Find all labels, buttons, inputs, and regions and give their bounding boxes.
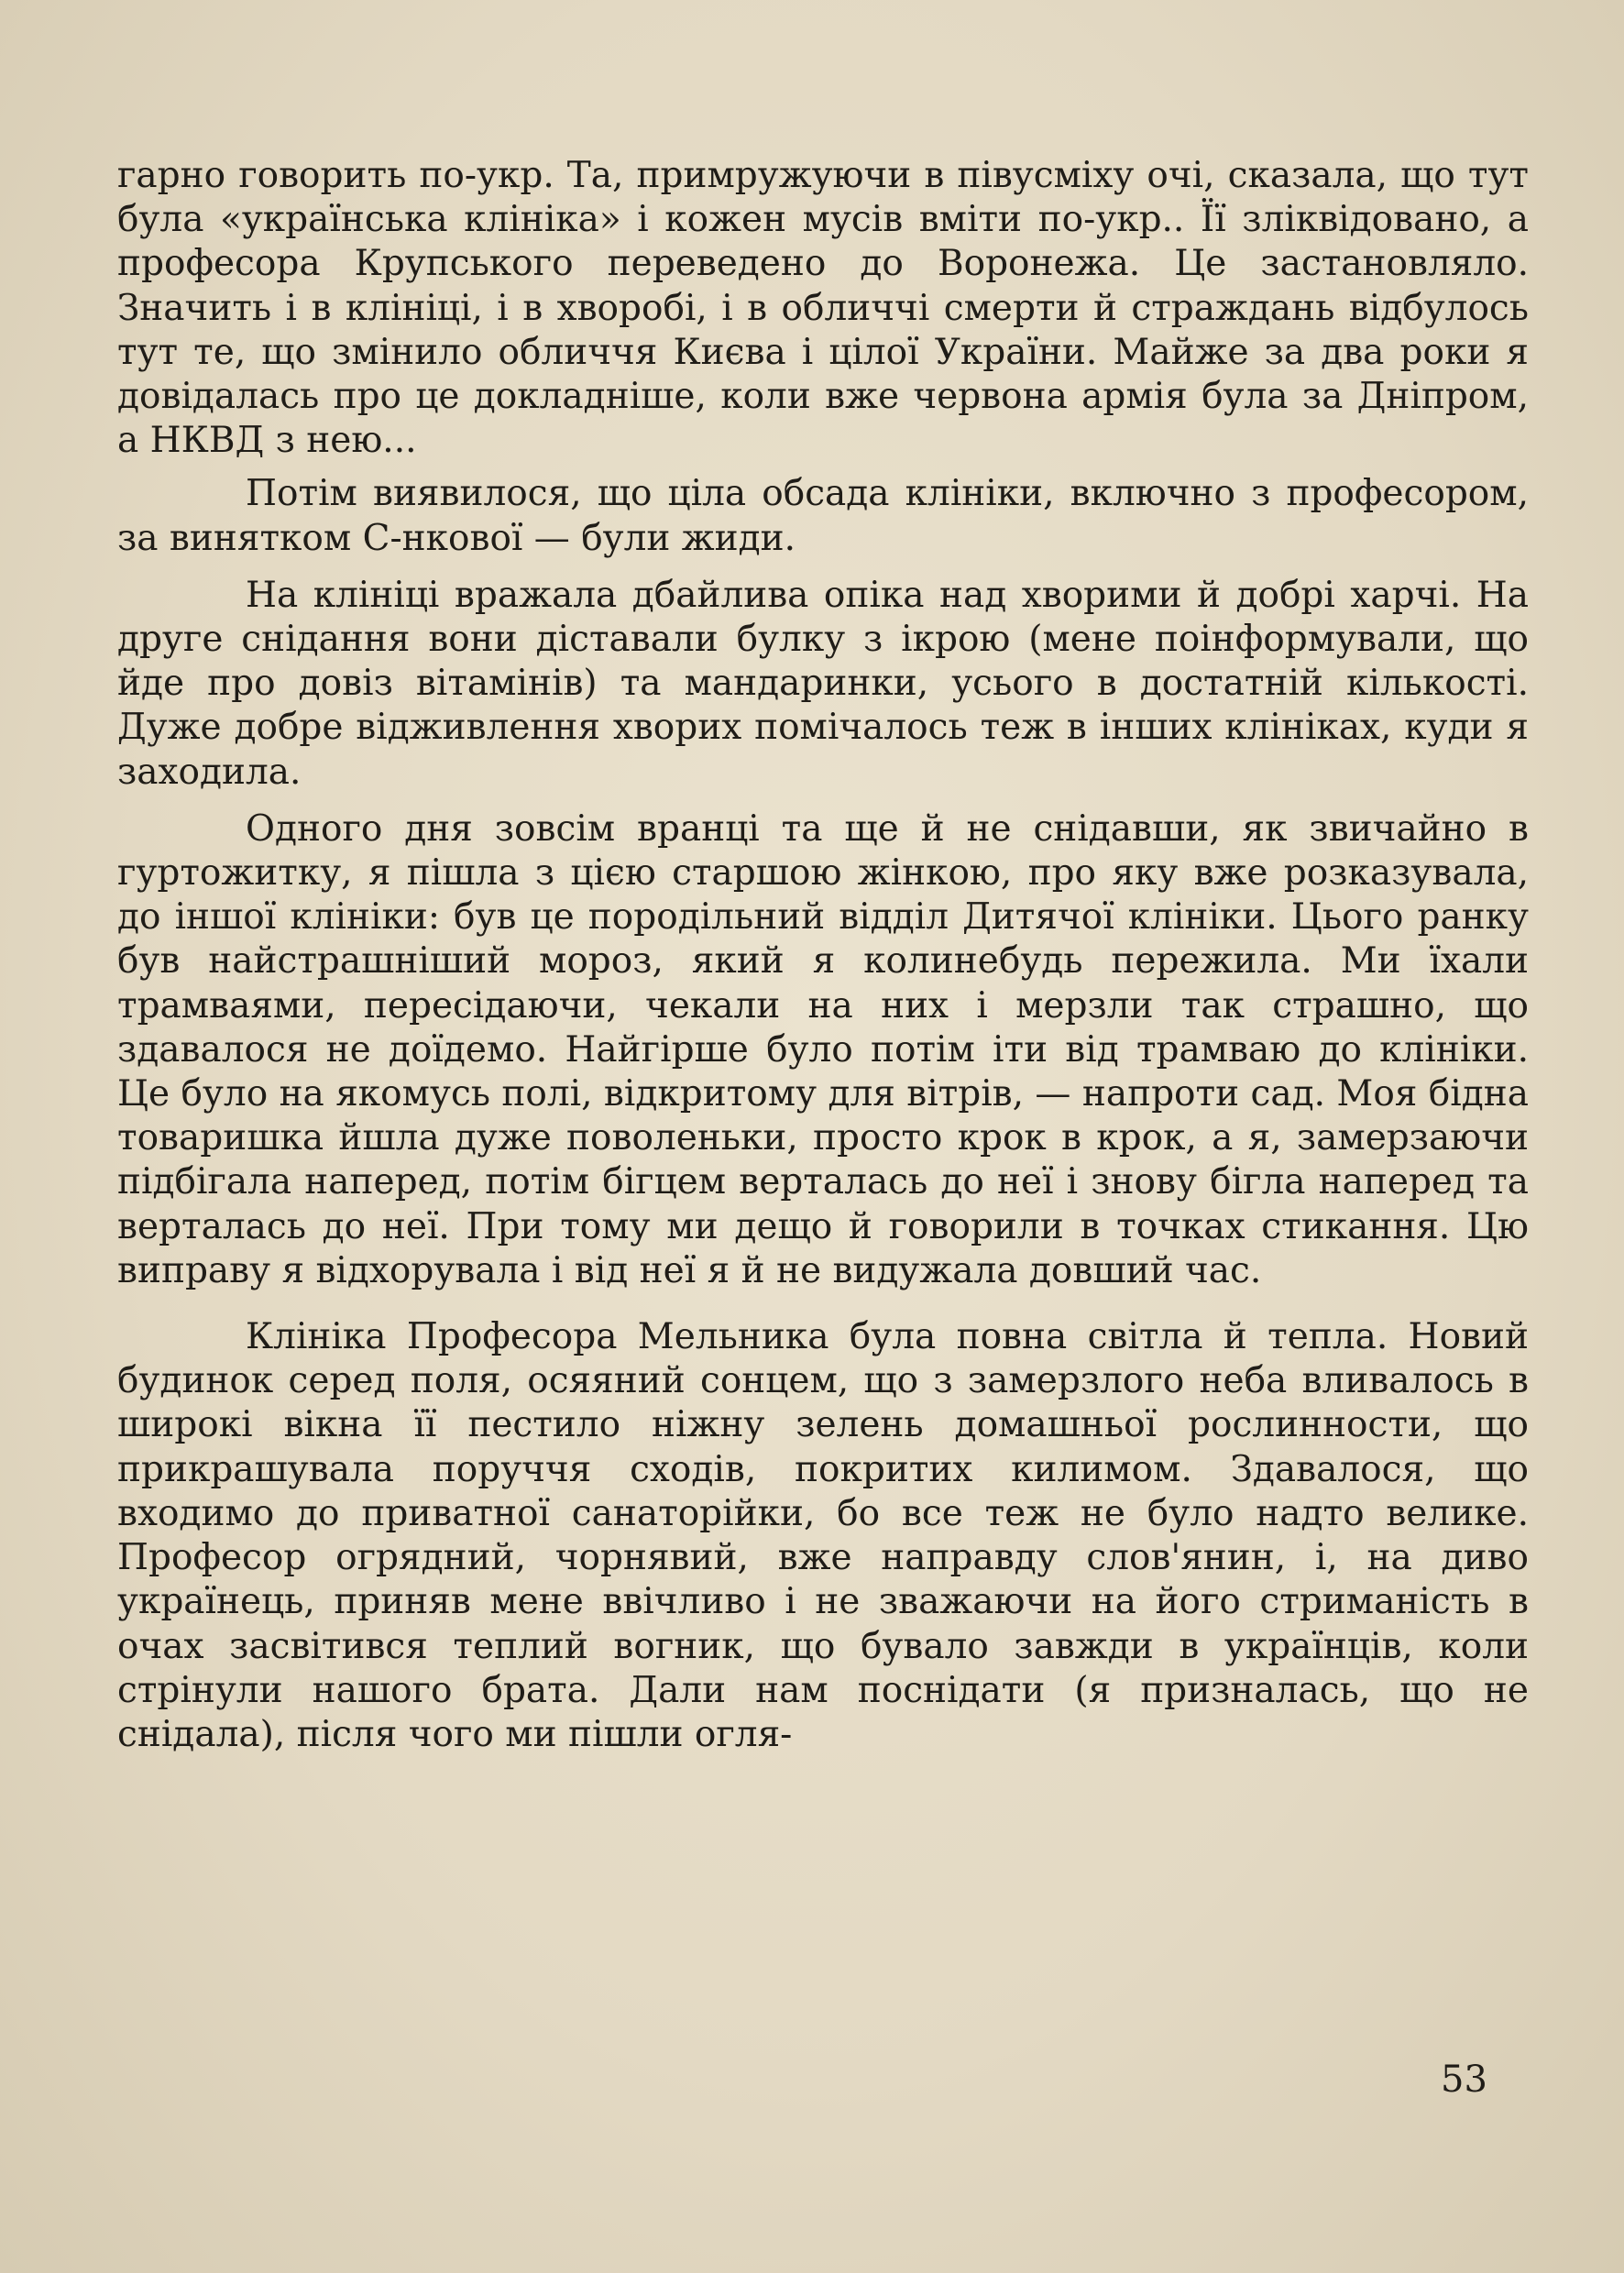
paragraph-4: Одного дня зовсім вранці та ще й не снідавши, як звичайно в гуртожитку, я пішла з цією старшою жінкою, про яку вже розказувала, до іншої клініки: був це породільний відділ Дитячої клініки. Цього ранку був найстрашніший мороз, який я колинебудь пережила. Ми їхали трамваями, пересідаючи, чекали на них і мерзли так страшно, що здавалося не доїдемо. Найгірше було потім іти від трамваю до клініки. Це було на якомусь полі, відкритому для вітрів, — напроти сад. Моя бідна товаришка йшла дуже поволеньки, просто крок в крок, а я, замерзаючи підбігала наперед, потім бігцем верталась до неї і знову бігла наперед та верталась до неї. При тому ми дещо й говорили в точках стикання. Цю виправу я відхорувала і від неї я й не видужала довший час. (117, 807, 1530, 1291)
paragraph-2: Потім виявилося, що ціла обсада клініки, включно з професором, за винятком С-нкової — були жиди. (117, 473, 1529, 559)
paragraph-1: гарно говорить по-укр. Та, примружуючи в півусміху очі, сказала, що тут була «українська клініка» і кожен мусів вміти по-укр.. Її зліквідовано, а професора Крупського переведено до Воронежа. Це застановляло. Значить і в клініці, і в хворобі, і в обличчі смерти й страждань відбулось тут те, що змінило обличчя Києва і цілої України. Майже за два роки я довідалась про це докладніше, коли вже червона армія була за Дніпром, а НКВД з нею... (117, 155, 1529, 462)
paragraph-5: Клініка Професора Мельника була повна світла й тепла. Новий будинок серед поля, осяяний сонцем, що з замерзлого неба вливалось в широкі вікна її пестило ніжну зелень домашньої рослинности, що прикрашувала поруччя сходів, покритих килимом. Здавалося, що входимо до приватної санаторійки, бо все теж не було надто велике. Професор огрядний, чорнявий, вже направду слов'янин, і, на диво українець, приняв мене ввічливо і не зважаючи на його стриманість в очах засвітився теплий вогник, що бувало завжди в українців, коли стрінули нашого брата. Дали нам поснідати (я призналась, що не снідала), після чого ми пішли огля- (117, 1316, 1529, 1755)
paragraph-3: На клініці вражала дбайлива опіка над хворими й добрі харчі. На друге снідання вони діставали булку з ікрою (мене поінформували, що йде про довіз вітамінів) та мандаринки, усього в достатній кількості. Дуже добре відживлення хворих помічалось теж в інших клініках, куди я заходила. (117, 574, 1529, 793)
body-text (117, 154, 1529, 1757)
page-number: 53 (1441, 2059, 1487, 2101)
